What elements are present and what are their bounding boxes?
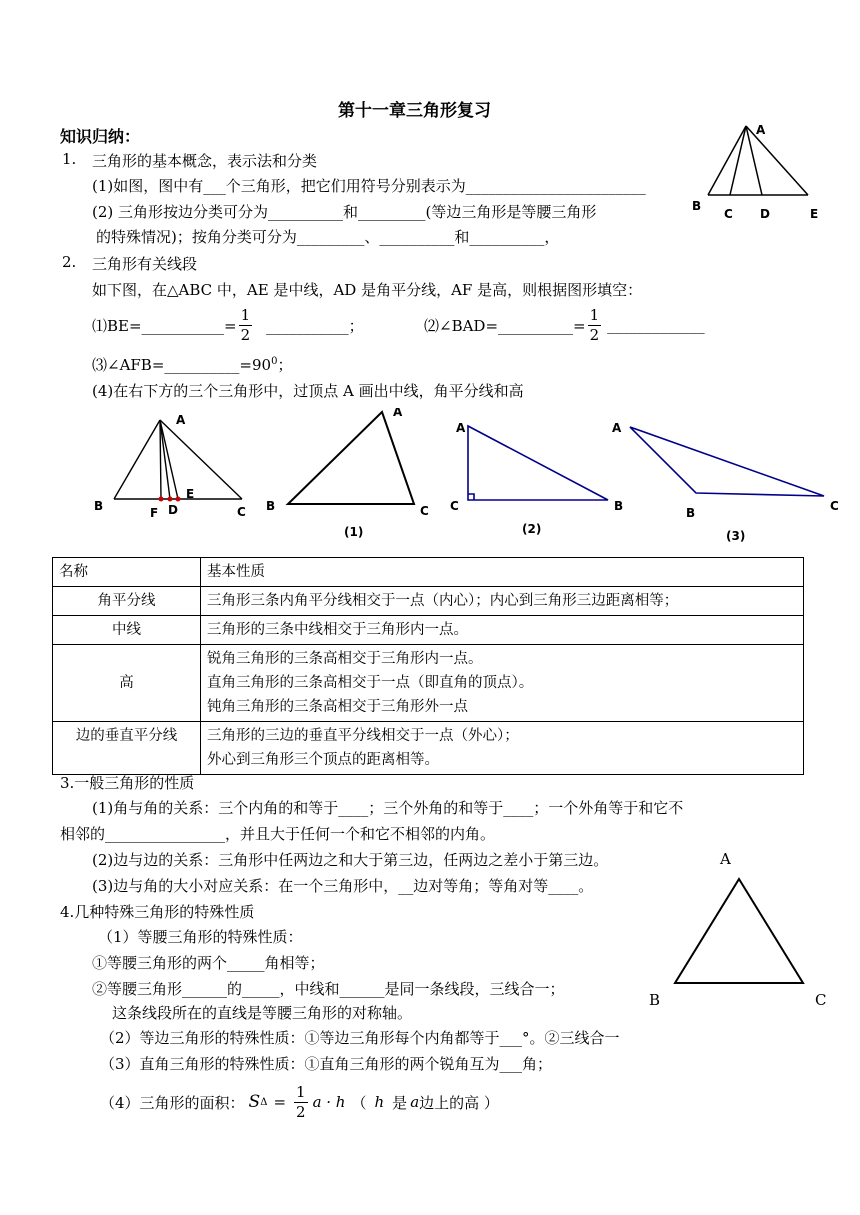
t3-caption: (3) <box>726 529 746 543</box>
formula-sub: Δ <box>260 1096 268 1108</box>
row-property <box>201 645 804 722</box>
formula-num: 1 <box>296 1082 306 1101</box>
row-name: 角平分线 <box>53 587 201 616</box>
iso-label-a: A <box>720 850 731 868</box>
t2-label-a: A <box>456 421 466 435</box>
figure-triangle-3 <box>630 427 824 496</box>
s2-q3-sup: 0 <box>271 356 278 367</box>
s3-title: 3.一般三角形的性质 <box>60 774 195 792</box>
s1-number: 1. <box>62 150 77 168</box>
t3-label-a: A <box>612 421 622 435</box>
s2-q1-left: ⑴BE=___________= <box>92 316 237 335</box>
row-property-line: 锐角三角形的三条高相交于三角形内一点。 <box>207 651 483 667</box>
s2-q4: (4)在右下方的三个三角形中，过顶点 A 画出中线，角平分线和高 <box>92 382 524 400</box>
row-property <box>201 722 804 775</box>
figure-top-triangle <box>690 120 830 225</box>
s2-q1 <box>92 304 364 346</box>
s2-q2 <box>424 304 705 346</box>
row-name: 高 <box>53 645 201 722</box>
t2-label-b: B <box>614 499 624 513</box>
table-row <box>53 645 804 722</box>
t1-label-c: C <box>420 504 429 518</box>
iso-label-c: C <box>815 991 827 1009</box>
frac-den-2: 2 <box>589 325 600 344</box>
figure-triangle-2 <box>468 426 608 500</box>
t3-label-c: C <box>830 499 839 513</box>
row-property-line: 钝角三角形的三条高相交于三角形外一点 <box>207 699 468 715</box>
formula-a: a <box>410 1093 420 1111</box>
formula-h: h <box>374 1093 385 1111</box>
s3-line1: (1)角与角的关系：三个内角的和等于____；三个外角的和等于____；一个外角等于和它不 <box>92 799 684 817</box>
top-label-b: B <box>692 199 702 213</box>
s4-line3: ②等腰三角形______的_____，中线和______是同一条线段，三线合一； <box>92 980 565 998</box>
formula-s: S <box>248 1092 261 1112</box>
t1-caption: (1) <box>344 525 364 539</box>
s3-line3: (2)边与边的关系：三角形中任两边之和大于第三边，任两边之差小于第三边。 <box>92 851 609 869</box>
s1-title: 三角形的基本概念，表示法和分类 <box>92 152 318 170</box>
figure-isosceles-triangle <box>645 845 845 1015</box>
s2-q3 <box>92 354 292 375</box>
row-property: 三角形的三条中线相交于三角形内一点。 <box>201 616 804 645</box>
point-d <box>168 497 173 502</box>
knowledge-heading: 知识归纳： <box>60 127 141 146</box>
iso-label-b: B <box>649 991 661 1009</box>
properties-table <box>52 557 804 775</box>
main-label-f: F <box>150 506 159 520</box>
formula-paren-open: （ <box>351 1093 367 1112</box>
t2-label-c: C <box>450 499 459 513</box>
s2-q3-text: ⑶∠AFB=__________=90 <box>92 356 272 374</box>
table-row <box>53 722 804 775</box>
s3-line4: (3)边与角的大小对应关系：在一个三角形中，__边对等角；等角对等____。 <box>92 877 594 895</box>
top-label-c: C <box>724 207 733 221</box>
page-title: 第十一章三角形复习 <box>338 101 491 121</box>
s2-q2-right: _____________ <box>607 316 705 334</box>
fraction-half <box>239 305 253 344</box>
formula-is: 是 <box>392 1093 408 1112</box>
s4-line4: 这条线段所在的直线是等腰三角形的对称轴。 <box>112 1004 413 1022</box>
point-e <box>176 497 181 502</box>
figure-triangle-1 <box>288 412 414 504</box>
t1-label-a: A <box>393 408 403 419</box>
table-row <box>53 587 804 616</box>
main-label-b: B <box>94 499 104 513</box>
row-property-line: 外心到三角形三个顶点的距离相等。 <box>207 752 439 768</box>
row-name: 边的垂直平分线 <box>53 722 201 775</box>
point-f <box>159 497 164 502</box>
frac-den: 2 <box>240 325 251 344</box>
t1-label-b: B <box>266 499 276 513</box>
main-label-a: A <box>176 413 186 427</box>
s3-line2: 相邻的________________，并且大于任何一个和它不相邻的内角。 <box>60 825 496 843</box>
s2-q3-end: ； <box>277 356 293 374</box>
top-label-a: A <box>756 123 766 137</box>
s2-intro: 如下图，在△ABC 中，AE 是中线，AD 是角平分线，AF 是高，则根据图形填空： <box>92 281 643 299</box>
s4-area-formula <box>100 1080 499 1124</box>
formula-fraction <box>294 1082 308 1121</box>
s1-line1: (1)如图，图中有___个三角形，把它们用符号分别表示为________________________ <box>92 177 646 195</box>
table-header-row <box>53 558 804 587</box>
frac-num: 1 <box>240 305 251 324</box>
s2-title: 三角形有关线段 <box>92 255 198 273</box>
row-property-line: 直角三角形的三条高相交于一点（即直角的顶点）。 <box>207 675 534 691</box>
main-label-d: D <box>168 503 178 517</box>
s4-line6: （3）直角三角形的特殊性质：①直角三角形的两个锐角互为___角； <box>100 1055 553 1073</box>
row-property-line: 三角形的三边的垂直平分线相交于一点（外心）； <box>207 728 519 744</box>
s2-number: 2. <box>62 253 77 271</box>
formula-rest: a · h <box>312 1093 346 1111</box>
table-header-property: 基本性质 <box>201 558 804 587</box>
main-label-e: E <box>186 487 195 501</box>
s2-q1-right: ___________； <box>266 316 364 335</box>
table-row <box>53 616 804 645</box>
table-header-name: 名称 <box>53 558 201 587</box>
formula-eq: = <box>273 1093 287 1111</box>
row-name: 中线 <box>53 616 201 645</box>
s4-title: 4.几种特殊三角形的特殊性质 <box>60 903 255 921</box>
s4-line5: （2）等边三角形的特殊性质：①等边三角形每个内角都等于___°。②三线合一 <box>100 1029 620 1047</box>
t2-caption: (2) <box>522 522 542 536</box>
figures-row <box>90 408 860 548</box>
s1-line2: (2) 三角形按边分类可分为__________和_________(等边三角形是等腰三角形 <box>92 203 597 221</box>
formula-tail: 边上的高 ） <box>419 1093 499 1112</box>
s1-line3: 的特殊情况)；按角分类可分为_________、__________和__________， <box>96 228 560 246</box>
s4-line1: （1）等腰三角形的特殊性质： <box>98 928 303 946</box>
figure-main-triangle <box>114 420 242 499</box>
t3-label-b: B <box>686 506 696 520</box>
formula-den: 2 <box>296 1102 306 1121</box>
main-label-c: C <box>237 505 246 519</box>
frac-num-2: 1 <box>589 305 600 324</box>
top-label-d: D <box>760 207 770 221</box>
fraction-half-2 <box>588 305 602 344</box>
s2-q2-left: ⑵∠BAD=__________= <box>424 316 586 335</box>
s4-line2: ①等腰三角形的两个_____角相等； <box>92 954 325 972</box>
row-property: 三角形三条内角平分线相交于一点（内心）；内心到三角形三边距离相等； <box>201 587 804 616</box>
s4-line7-label: （4）三角形的面积： <box>100 1093 245 1112</box>
top-label-e: E <box>810 207 819 221</box>
